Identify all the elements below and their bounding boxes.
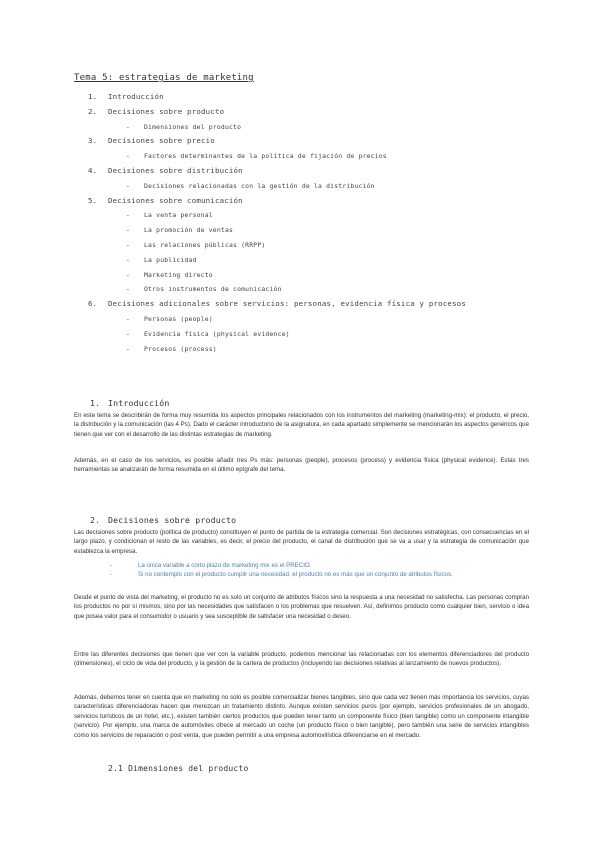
toc-sublabel: Evidencia física (physical evidence) [144,329,290,338]
toc-subitem: - Las relaciones públicas (RRPP) [126,240,266,249]
toc-sublabel: Otros instrumentos de comunicación [144,285,282,294]
toc-label: Introducción [108,92,164,101]
toc-subitem: - Personas (people) [126,314,213,323]
toc-sublabel: Decisiones relacionadas con la gestión de la distribución [144,181,375,190]
section-heading [90,398,170,408]
toc-sublabel: Personas (people) [144,314,213,323]
toc-sublabel: Dimensiones del producto [144,122,242,131]
table-of-contents [88,90,558,356]
toc-item [88,90,558,105]
toc-subitem: - Factores determinantes de la política de fijación de precios [126,152,387,161]
list-item: - Si no contemplo con el producto cumplir una necesidad, el producto no es más que un conjunto de atributos físicos. [110,571,453,579]
toc-sublabel: La promoción de ventas [144,226,234,235]
toc-label: Decisiones sobre precio [108,136,215,146]
bullet-list [110,561,530,580]
paragraph: Además, en el caso de los servicios, es posible añadir tres Ps más: personas (people), procesos (process) y evidencia física (physical evidence). Estas tres herramientas se analizarán de forma resumida en el último epígrafe del tema. [74,457,529,474]
toc-item [88,194,558,209]
toc-number: 2. [88,106,98,116]
paragraph: Además, debemos tener en cuenta que en marketing no solo es posible comercializar bienes tangibles, sino que cada vez tienen más importancia los servicios, cuyas características diferenciadoras hacen que merezcan un tratamiento distinto. Aunque existen servicios puros (por ejemplo, servicios profesionales de un abogado, servicios turísticos de un hotel, etc.), existen también ciertos productos que pueden tener tanto un componente físico (bien tangible) como un componente intangible (servicio). Por ejemplo, una marca de automóviles ofrece al mercado un coche (un producto físico o bien tangible), pero también una serie de servicios intangibles como los servicios de reparación o post venta, que pueden permitir a una empresa automovilística diferenciarse en el mercado. [74,694,529,739]
section-number: 1. [90,398,101,408]
list-item-text: La única variable a corto plazo de marketing mix es el PRECIO. [138,562,312,569]
toc-number: 3. [88,136,98,146]
toc-item [88,164,558,179]
paragraph: En este tema se describirán de forma muy resumida los aspectos principales relacionados con los instrumentos del marketing (marketing-mix): el producto, el precio, la distribución y la comunicación (las 4 Ps). Dado el carácter introductorio de la asignatura, en cada apartado simplemente se mencionarán los aspectos genéricos que tienen que ver con el desarrollo de las distintas estrategias de marketing. [74,412,529,438]
toc-sublabel: La venta personal [144,211,213,220]
section-title: Decisiones sobre producto [108,515,237,525]
subsection-heading: 2.1 Dimensiones del producto [108,764,249,773]
toc-sublabel: Procesos (process) [144,344,217,353]
toc-label: Decisiones adicionales sobre servicios: personas, evidencia física y procesos [108,299,467,309]
toc-item [88,105,558,120]
toc-subitem: - Dimensiones del producto [126,122,242,131]
toc-subitem: - La publicidad [126,255,197,264]
toc-sublabel: Marketing directo [144,270,213,279]
toc-subitem: - Marketing directo [126,270,213,279]
paragraph: Las decisiones sobre producto (política de producto) constituyen el punto de partida de la estrategia comercial. Son decisiones estratégicas, con consecuencias en el largo plazo, y condicionan el resto de las variables, es decir, el precio del producto, el canal de distribución que se va a usar y la estrategia de comunicación que establezca la empresa. [74,529,529,555]
toc-label: Decisiones sobre producto [108,106,225,116]
toc-item [88,134,558,149]
toc-label: Decisiones sobre distribución [108,165,243,175]
document-title: Tema 5: estrategias de marketing [74,73,254,83]
toc-number: 6. [88,299,98,309]
toc-number: 4. [88,165,98,175]
toc-subitem: - La promoción de ventas [126,226,234,235]
toc-label: Decisiones sobre comunicación [108,195,243,205]
toc-subitem: - Evidencia física (physical evidence) [126,329,290,338]
paragraph: Desde el punto de vista del marketing, el producto no es solo un conjunto de atributos físicos sino la respuesta a una necesidad no satisfecha. Las personas compran los productos no por sí mismos, sino por las necesidades que satisfacen o los problemas que resuelven. Así, definimos producto como cualquier bien, servicio o idea que posea valor para el consumidor o usuario y sea susceptible de satisfacer una necesidad o deseo. [74,594,529,620]
paragraph: Entre las diferentes decisiones que tienen que ver con la variable producto, podemos mencionar las relacionadas con los elementos diferenciadores del producto (dimensiones), el ciclo de vida del producto, y la gestión de la cartera de productos (incluyendo las decisiones relativas al lanzamiento de nuevos productos). [74,651,529,668]
toc-subitem: - Procesos (process) [126,344,217,353]
toc-item [88,297,558,312]
toc-number: 5. [88,195,98,205]
toc-subitem: - Decisiones relacionadas con la gestión de la distribución [126,181,375,190]
section-number: 2. [90,515,101,525]
section-heading [90,515,236,525]
toc-subitem: - La venta personal [126,211,213,220]
toc-sublabel: La publicidad [144,255,197,264]
section-title: Introducción [108,398,170,408]
toc-number: 1. [88,92,98,101]
toc-sublabel: Las relaciones públicas (RRPP) [144,240,266,249]
list-item-text: Si no contemplo con el producto cumplir una necesidad, el producto no es más que un conjunto de atributos físicos. [138,571,453,579]
toc-sublabel: Factores determinantes de la política de fijación de precios [144,152,387,161]
list-item: - La única variable a corto plazo de marketing mix es el PRECIO. [110,562,312,569]
toc-subitem: - Otros instrumentos de comunicación [126,285,282,294]
